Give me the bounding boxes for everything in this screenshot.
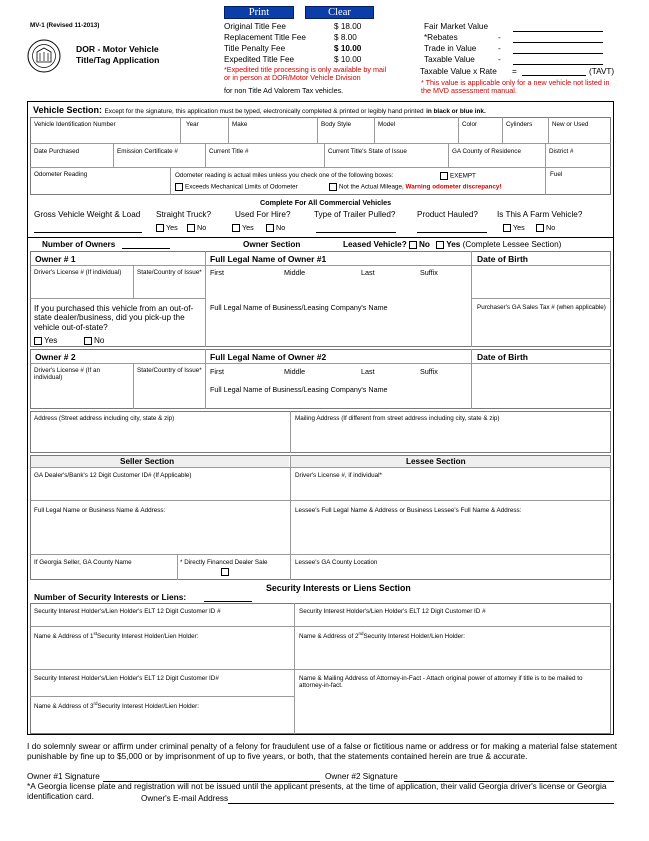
yes-label: Yes [513,223,525,232]
exempt-checkbox[interactable] [440,172,448,180]
lessee-name-field[interactable]: Lessee's Full Legal Name & Address or Business Lessee's Full Name & Address: [295,507,522,514]
farm-yes[interactable] [503,224,525,232]
fuel-field[interactable]: Fuel [550,171,563,178]
owner1-first-field[interactable]: First [210,268,224,277]
taxable-field[interactable] [513,64,603,65]
liens-count-field[interactable] [204,601,252,602]
tax-note: * This value is applicable only for a new vehicle not listed in the MVD assessment manual. [421,78,610,96]
not-actual-option[interactable] [329,183,502,191]
owner1-legal-name-title: Full Legal Name of Owner #1 [210,254,327,264]
fair-market-label: Fair Market Value [424,22,489,31]
fee-label: Title Penalty Fee [224,44,286,53]
emission-cert-field[interactable]: Emission Certificate # [117,148,178,155]
liens-count-label: Number of Security Interests or Liens: [34,592,187,602]
lien3-name-field[interactable] [34,701,199,710]
dash: - [498,33,501,42]
rebates-label: *Rebates [424,33,458,42]
exempt-label: EXEMPT [450,172,476,180]
dash: - [498,44,501,53]
checkbox[interactable] [84,337,92,345]
for-hire-no[interactable] [266,224,285,232]
liens-section-title: Security Interests or Liens Section [266,583,411,593]
sales-tax-field[interactable]: Purchaser's GA Sales Tax # (when applicable) [477,304,606,311]
odometer-field[interactable]: Odometer Reading [34,171,88,178]
no-label: No [197,223,207,232]
owner2-dob-title: Date of Birth [477,352,528,362]
fair-market-field[interactable] [513,31,603,32]
odometer-text: Odometer reading is actual miles unless you check one of the following boxes: [175,172,394,179]
straight-truck-label: Straight Truck? [156,210,212,219]
body-style-field[interactable]: Body Style [321,121,352,128]
exceeds-option[interactable] [175,183,298,191]
tavt-label: (TAVT) [589,67,615,76]
gross-weight-field[interactable] [34,232,142,233]
sup-nd: nd [358,631,364,636]
form-id: MV-1 (Revised 11-2013) [30,22,100,29]
trade-in-label: Trade in Value [424,44,477,53]
exceeds-label: Exceeds Mechanical Limits of Odometer [185,183,298,191]
vehicle-instructions: Except for the signature, this application must be typed, electronically completed & printed or legibly hand printed [104,108,424,115]
not-actual-checkbox[interactable] [329,183,337,191]
yes-label: Yes [242,223,254,232]
vehicle-instructions-bold: in black or blue ink. [426,108,486,115]
expedited-note-suffix: for non Title Ad Valorem Tax vehicles. [224,86,344,95]
state-seal-icon [27,39,61,73]
rebates-field[interactable] [513,42,603,43]
no-label: No [94,336,105,345]
checkbox[interactable] [34,337,42,345]
exempt-option[interactable] [440,172,476,180]
equals: = [512,67,517,76]
print-button[interactable]: Print [224,6,294,19]
owner2-last-field[interactable]: Last [361,367,375,376]
ga-county-field[interactable]: GA County of Residence [452,148,521,155]
lien1-name-b: Security Interest Holder/Lien Holder: [97,633,199,641]
lien1-name-a: Name & Address of 1 [34,633,94,641]
lessee-note: (Complete Lessee Section) [462,240,562,249]
product-field[interactable] [417,232,487,233]
owner2-middle-field[interactable]: Middle [284,367,306,376]
vin-field[interactable]: Vehicle Identification Number [34,121,116,128]
fee-amount: $ 10.00 [334,55,362,64]
attorney-field[interactable]: Name & Mailing Address of Attorney-in-Fact - Attach original power of attorney if title is to be mailed to attorney-in-fact. [299,675,583,690]
owner1-suffix-field[interactable]: Suffix [420,268,438,277]
year-field[interactable]: Year [186,121,199,128]
owner1-dob-title: Date of Birth [477,254,528,264]
rate-label: Taxable Value x Rate [420,67,497,76]
model-field[interactable]: Model [378,121,396,128]
new-used-field[interactable]: New or Used [552,121,589,128]
fee-amount: $ 18.00 [334,22,362,31]
commercial-title: Complete For All Commercial Vehicles [260,198,392,207]
owner1-middle-field[interactable]: Middle [284,268,306,277]
owner2-state-field[interactable]: State/Country of Issue* [137,367,202,374]
for-hire-yes[interactable] [232,224,254,232]
owner2-legal-name-title: Full Legal Name of Owner #2 [210,352,327,362]
owner1-business-field[interactable]: Full Legal Name of Business/Leasing Company's Name [210,303,388,312]
checkbox[interactable] [503,224,511,232]
vehicle-section-title: Vehicle Section: [33,105,103,115]
current-title-field[interactable]: Current Title # [209,148,249,155]
owner1-last-field[interactable]: Last [361,268,375,277]
no-label: No [546,223,556,232]
oos-no[interactable] [84,336,104,345]
farm-no[interactable] [536,224,555,232]
financed-checkbox[interactable] [221,568,229,576]
owner2-suffix-field[interactable]: Suffix [420,367,438,376]
product-label: Product Hauled? [417,210,478,219]
email-label: Owner's E-mail Address [141,794,229,803]
gross-weight-label: Gross Vehicle Weight & Load [34,210,141,219]
seller-county-field[interactable]: If Georgia Seller, GA County Name [34,559,132,566]
color-field[interactable]: Color [462,121,478,128]
dealer-id-field[interactable]: GA Dealer's/Bank's 12 Digit Customer ID# (If Applicable) [34,472,192,479]
number-of-owners-field[interactable] [122,248,170,249]
owner2-license-field[interactable]: Driver's License # (If an individual) [34,367,100,382]
fee-label: Replacement Title Fee [224,33,306,42]
taxable-label: Taxable Value [424,55,475,64]
yes-label: Yes [166,223,178,232]
oos-question: If you purchased this vehicle from an out-of-state dealer/business, did you pick-up the vehicle out-of-state? [34,304,194,332]
checkbox[interactable] [232,224,240,232]
straight-truck-no[interactable] [187,224,206,232]
checkbox[interactable] [266,224,274,232]
leased-yes-checkbox[interactable] [436,241,444,249]
owner1-license-field[interactable]: Driver's License # (If individual) [34,269,122,276]
owner2-business-field[interactable]: Full Legal Name of Business/Leasing Company's Name [210,385,388,394]
odometer-warning: Warning odometer discrepancy! [405,183,502,191]
trailer-label: Type of Trailer Pulled? [314,210,396,219]
owner1-signature-label: Owner #1 Signature [27,772,100,781]
email-field[interactable] [228,803,614,804]
expedited-note-prefix: *Expedited title processing is only available by mail or in person at DOR/Motor Vehicle Division [224,65,387,83]
lien2-name-b: Security Interest Holder/Lien Holder: [363,633,466,641]
fee-label: Expedited Title Fee [224,55,295,64]
lessee-section-title: Lessee Section [406,457,466,466]
street-address-field[interactable]: Address (Street address including city, state & zip) [34,415,175,422]
seller-section-title: Seller Section [120,457,175,466]
district-field[interactable]: District # [549,148,574,155]
lien1-id-field[interactable]: Security Interest Holder's/Lien Holder's ELT 12 Digit Customer ID # [34,608,221,615]
form-title: Title/Tag Application [76,55,160,65]
lien3-name-b: Security Interest Holder/Lien Holder: [97,703,200,711]
lien2-name-field[interactable] [299,631,465,640]
yes-label: Yes [44,336,58,345]
leased-no-label: No [419,240,430,249]
mailing-address-field[interactable]: Mailing Address (If different from street address including city, state & zip) [295,415,500,422]
not-actual-label: Not the Actual Mileage, [339,183,404,191]
expedited-note [224,66,389,83]
checkbox[interactable] [156,224,164,232]
leased-yes-label: Yes [446,240,461,249]
owner2-signature-label: Owner #2 Signature [325,772,398,781]
owner1-title: Owner # 1 [35,254,76,264]
straight-truck-yes[interactable] [156,224,178,232]
trailer-field[interactable] [316,232,396,233]
checkbox[interactable] [187,224,195,232]
financed-label: * Directly Financed Dealer Sale [180,559,268,566]
sup-rd: rd [93,701,98,706]
leased-label: Leased Vehicle? [343,240,407,249]
fee-amount: $ 8.00 [334,33,357,42]
lien1-name-field[interactable] [34,631,199,640]
owner1-state-field[interactable]: State/Country of Issue* [137,269,202,276]
lessee-license-field[interactable]: Driver's License #, if individual* [295,472,382,479]
fee-label: Original Title Fee [224,22,286,31]
leased-no-checkbox[interactable] [409,241,417,249]
oath-text: I do solemnly swear or affirm under criminal penalty of a felony for fraudulent use of a false or fictitious name or address or for making a material false statement punishable by fine up to $5,000 or by imprisonment of up to five years, or both, that the statements contained herein are true & accurate. [27,741,617,761]
checkbox[interactable] [536,224,544,232]
title-state-field[interactable]: Current Title's State of Issue [328,148,407,155]
no-label: No [276,223,286,232]
for-hire-label: Used For Hire? [235,210,291,219]
number-of-owners-label: Number of Owners [42,240,116,249]
lien2-name-a: Name & Address of 2 [299,633,359,641]
farm-label: Is This A Farm Vehicle? [497,210,583,219]
lien3-name-a: Name & Address of 3 [34,703,94,711]
fee-amount: $ 10.00 [334,44,362,53]
exceeds-checkbox[interactable] [175,183,183,191]
seller-name-field[interactable]: Full Legal Name or Business Name & Address: [34,507,166,514]
dash: - [498,55,501,64]
leased-vehicle [343,240,561,249]
plate-note: *A Georgia license plate and registration will not be issued until the applicant presents, at the time of application, their valid Georgia driver's license or Georgia identification card. [27,781,607,801]
owner2-title: Owner # 2 [35,352,76,362]
sup-st: st [93,631,98,636]
oos-yes[interactable] [34,336,57,345]
lien2-id-field[interactable]: Security Interest Holder's/Lien Holder's ELT 12 Digit Customer ID # [299,608,486,615]
cylinders-field[interactable]: Cylinders [506,121,533,128]
tavt-field[interactable] [522,75,586,76]
make-field[interactable]: Make [232,121,248,128]
agency-name: DOR - Motor Vehicle [76,44,159,54]
owner2-first-field[interactable]: First [210,367,224,376]
clear-button[interactable]: Clear [305,6,374,19]
lessee-county-field[interactable]: Lessee's GA County Location [295,559,378,566]
vehicle-section-header [33,105,486,115]
lien3-id-field[interactable]: Security Interest Holder's/Lien Holder's ELT 12 Digit Customer ID# [34,675,219,682]
trade-in-field[interactable] [513,53,603,54]
owner-section-title: Owner Section [243,240,301,249]
vehicle-box [30,117,611,195]
date-purchased-field[interactable]: Date Purchased [34,148,80,155]
